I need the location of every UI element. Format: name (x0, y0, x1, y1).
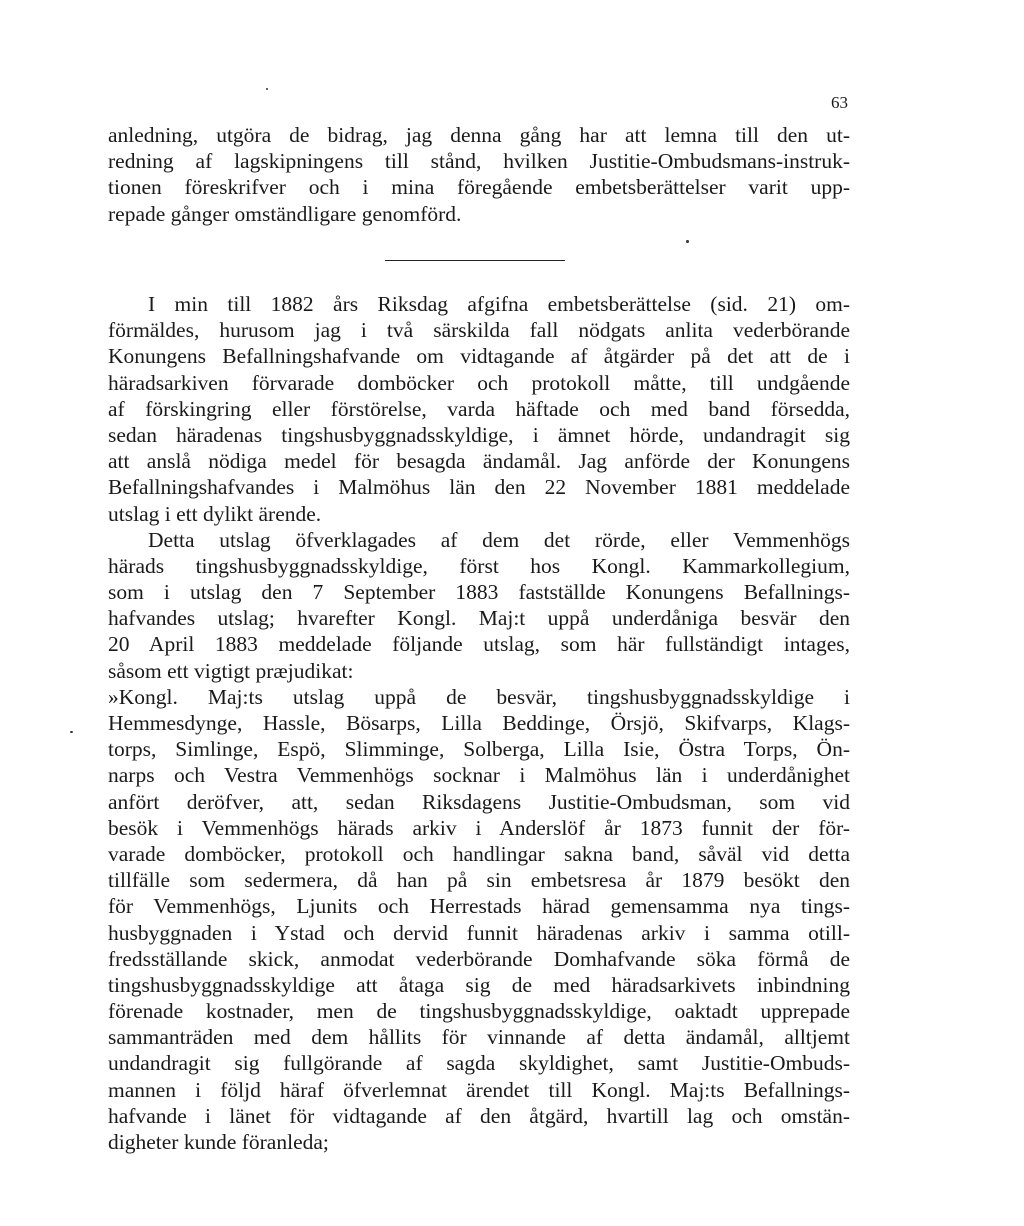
text-line: narps och Vestra Vemmenhögs socknar i Malmöhus län i underdånighet (108, 763, 850, 788)
text-line: Hemmesdynge, Hassle, Bösarps, Lilla Beddinge, Örsjö, Skifvarps, Klags- (108, 711, 850, 735)
text-line: förmäldes, hurusom jag i två särskilda fall nödgats anlita vederbörande (108, 318, 850, 343)
text-line: härads tingshusbyggnadsskyldige, först hos Kongl. Kammarkollegium, (108, 553, 850, 578)
text-line: I min till 1882 års Riksdag afgifna embetsberättelse (sid. 21) om- (148, 292, 850, 316)
text-line: »Kongl. Maj:ts utslag uppå de besvär, tingshusbyggnadsskyldige i (108, 684, 850, 709)
text-line: tingshusbyggnadsskyldige att åtaga sig de med häradsarkivets inbindning (108, 972, 850, 997)
text-line: hafvande i länet för vidtagande af den åtgärd, hvartill lag och omstän- (108, 1103, 850, 1128)
text-line: Befallningshafvandes i Malmöhus län den 22 November 1881 meddelade (108, 475, 850, 500)
text-line: mannen i följd häraf öfverlemnat ärendet till Kongl. Maj:ts Befallnings- (108, 1077, 850, 1102)
text-line: att anslå nödiga medel för besagda ändamål. Jag anförde der Konungens (108, 449, 850, 474)
text-line: repade gånger omständligare genomförd. (108, 201, 462, 226)
text-line: undandragit sig fullgörande af sagda skyldighet, samt Justitie-Ombuds- (108, 1051, 850, 1076)
text-line: torps, Simlinge, Espö, Slimminge, Solberga, Lilla Isie, Östra Torps, Ön- (108, 737, 850, 762)
text-line: husbyggnaden i Ystad och dervid funnit häradenas arkiv i samma otill- (108, 920, 850, 945)
text-line: 20 April 1883 meddelade följande utslag, som här fullständigt intages, (108, 632, 850, 657)
paragraph-main (108, 291, 850, 1155)
text-line: redning af lagskipningens till stånd, hvilken Justitie-Ombudsmans-instruk- (108, 149, 850, 174)
text-line: digheter kunde föranleda; (108, 1130, 329, 1154)
text-line: tillfälle som sedermera, då han på sin embetsresa år 1879 besökt den (108, 868, 850, 893)
print-speck (266, 88, 268, 90)
text-line: som i utslag den 7 September 1883 fastställde Konungens Befallnings- (108, 580, 850, 605)
text-line: utslag i ett dylikt ärende. (108, 501, 322, 526)
text-line: häradsarkiven förvarade domböcker och protokoll måtte, till undgående (108, 370, 850, 395)
text-line: anfört deröfver, att, sedan Riksdagens Justitie-Ombudsman, som vid (108, 789, 850, 814)
text-line: varade domböcker, protokoll och handlingar sakna band, såväl vid detta (108, 841, 850, 866)
text-line: hafvandes utslag; hvarefter Kongl. Maj:t uppå underdåniga besvär den (108, 606, 850, 631)
section-divider (385, 260, 565, 261)
text-line: för Vemmenhögs, Ljunits och Herrestads härad gemensamma nya tings- (108, 894, 850, 919)
paragraph-intro (108, 122, 850, 227)
print-speck (70, 731, 73, 733)
text-line: förenade kostnader, men de tingshusbyggnadsskyldige, oaktadt upprepade (108, 999, 850, 1024)
text-line: besök i Vemmenhögs härads arkiv i Anderslöf år 1873 funnit der för- (108, 815, 850, 840)
text-line: sedan häradenas tingshusbyggnadsskyldige, i ämnet hörde, undandragit sig (108, 422, 850, 447)
text-line: sammanträden med dem hållits för vinnande af detta ändamål, alltjemt (108, 1025, 850, 1050)
text-line: fredsställande skick, anmodat vederbörande Domhafvande söka förmå de (108, 946, 850, 971)
text-line: anledning, utgöra de bidrag, jag denna gång har att lemna till den ut- (108, 123, 850, 147)
text-line: af förskingring eller förstörelse, varda häftade och med band försedda, (108, 396, 850, 421)
text-line: tionen föreskrifver och i mina föregående embetsberättelser varit upp- (108, 175, 850, 200)
text-line: Konungens Befallningshafvande om vidtagande af åtgärder på det att de i (108, 344, 850, 369)
page-number: 63 (831, 93, 848, 112)
print-speck (686, 240, 689, 243)
text-line: såsom ett vigtigt præjudikat: (108, 658, 354, 683)
text-line: Detta utslag öfverklagades af dem det rörde, eller Vemmenhögs (148, 527, 850, 552)
